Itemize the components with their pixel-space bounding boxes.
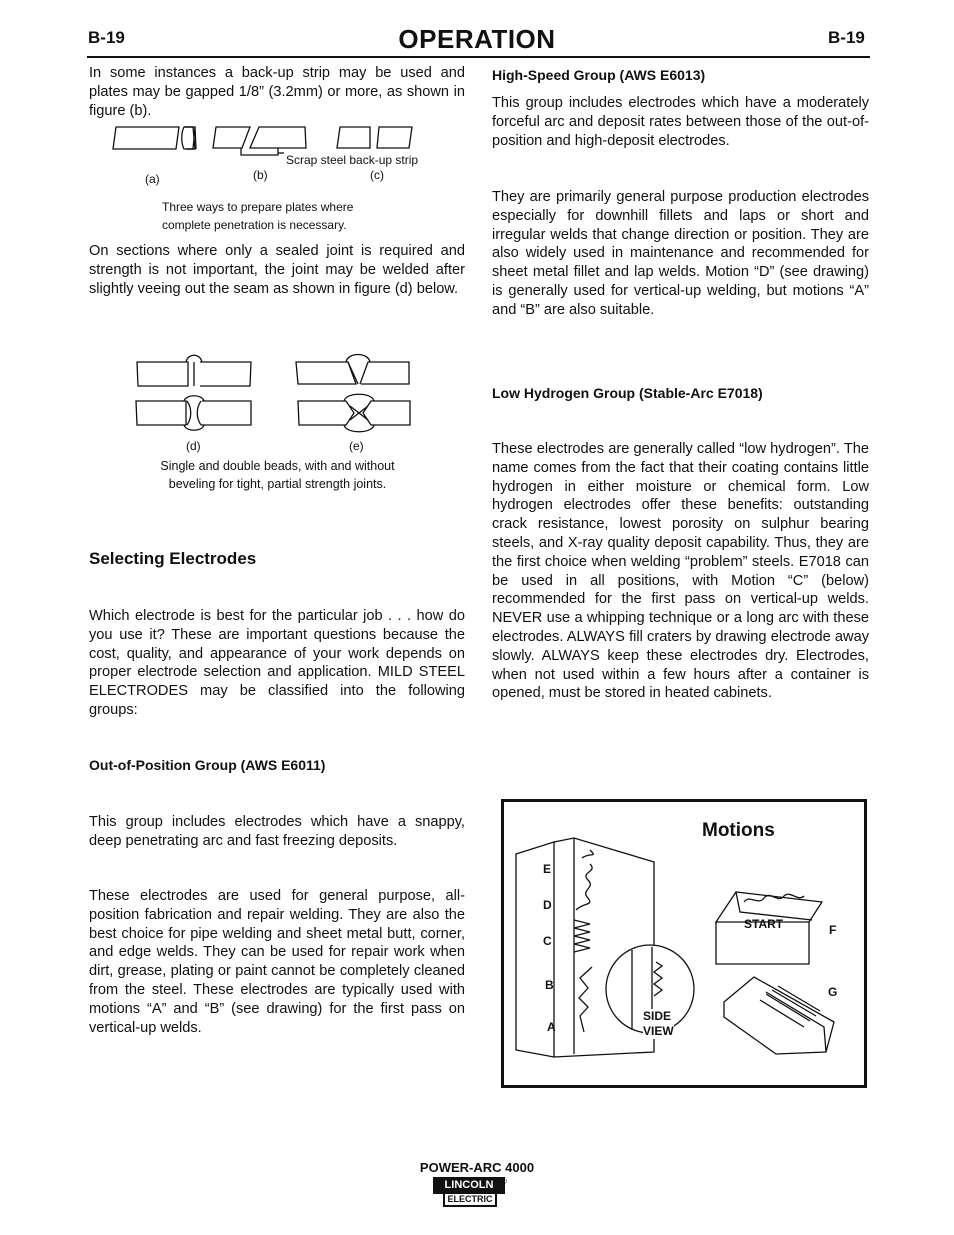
out-of-position-paragraph-2: These electrodes are used for general purpose, all-position fabrication and repair welding. They are also the best choice for pipe welding and sheet metal butt, corner, and edge welds. They can be used for repair work when dirt, grease, plating or paint cannot be completely cleaned from the steel. These electrodes are typically used with motions “A” and “B” (see drawing) for the first pass on vertical-up welds. [89,888,465,1036]
page-title: OPERATION [398,24,556,54]
bead-caption: Single and double beads, with and without beveling for tight, partial strength joints. [160,459,395,491]
page-number-left: B-19 [88,28,125,47]
electrode-selection-paragraph: Which electrode is best for the particular job . . . how do you use it? These are important questions because the cost, quality, and appearance of your work depends on proper electrode selection and application. MILD STEEL ELECTRODES may be classified into the following groups: [89,608,465,718]
high-speed-heading: High-Speed Group (AWS E6013) [492,67,706,83]
figure-label-a: (a) [145,172,160,186]
motion-label-d: D [543,898,552,912]
motion-label-g: G [828,985,838,999]
motions-title: Motions [702,820,775,841]
figure-label-c: (c) [370,168,384,182]
motion-label-e: E [543,862,552,876]
motion-label-b: B [545,978,554,992]
page-number-right: B-19 [828,28,865,47]
out-of-position-paragraph-1: This group includes electrodes which have a snappy, deep penetrating arc and fast freezing deposits. [89,814,465,849]
selecting-electrodes-heading: Selecting Electrodes [89,549,257,568]
high-speed-paragraph-2: They are primarily general purpose production electrodes especially for downhill fillets and laps or short and irregular welds that change direction or position. They are also widely used in maintenance and recommended for sheet metal fillet and lap welds. Motion “D” (see drawing) is generally used for vertical-up welding, but motions “A” and “B” are also suitable. [492,189,869,318]
plate-prep-caption: Three ways to prepare plates where complete penetration is necessary. [162,200,354,232]
backup-strip-label: Scrap steel back-up strip [286,153,419,167]
start-label: START [744,917,784,931]
header-rule [87,56,870,58]
logo-top: LINCOLN [433,1177,505,1194]
motions-drawing [504,802,861,1082]
figure-label-b: (b) [253,168,268,182]
registered-mark: ® [501,1177,507,1186]
logo-bottom: ELECTRIC [443,1194,497,1207]
side-view-label: SIDE VIEW [643,1009,674,1038]
bead-figure [128,350,428,442]
figure-label-e: (e) [349,439,364,453]
low-hydrogen-heading: Low Hydrogen Group (Stable-Arc E7018) [492,385,763,401]
motion-label-f: F [829,923,837,937]
high-speed-paragraph-1: This group includes electrodes which have a moderately forceful arc and deposit rates between those of the out-of-position and high-deposit electrodes. [492,95,869,149]
motion-label-c: C [543,934,552,948]
lincoln-electric-logo [433,1177,505,1207]
footer-model: POWER-ARC 4000 [419,1160,535,1175]
low-hydrogen-paragraph: These electrodes are generally called “low hydrogen”. The name comes from the fact that their coating contains little hydrogen in either moisture or chemical form. Low hydrogen electrodes offer these benefits: outstanding crack resistance, lowest porosity on sulphur bearing steels, and X-ray quality deposit capability. Thus, they are the first choice when welding “problem” steels. E7018 can be used in all positions, with Motion “C” (below) recommended for the first pass on vertical-up welds. NEVER use a whipping technique or a long arc with these electrodes. ALWAYS fill craters by drawing electrode away slowly. ALWAYS keep these electrodes dry. Electrodes, when not used within a few hours after a container is opened, must be stored in heated cabinets. [492,441,869,702]
out-of-position-heading: Out-of-Position Group (AWS E6011) [89,757,326,773]
sealed-joint-paragraph: On sections where only a sealed joint is required and strength is not important, the joint may be welded after slightly veeing out the seam as shown in figure (d) below. [89,243,465,297]
backup-strip-paragraph: In some instances a back-up strip may be used and plates may be gapped 1/8” (3.2mm) or more, as shown in figure (b). [89,65,465,119]
motion-label-a: A [547,1020,556,1034]
figure-label-d: (d) [186,439,201,453]
